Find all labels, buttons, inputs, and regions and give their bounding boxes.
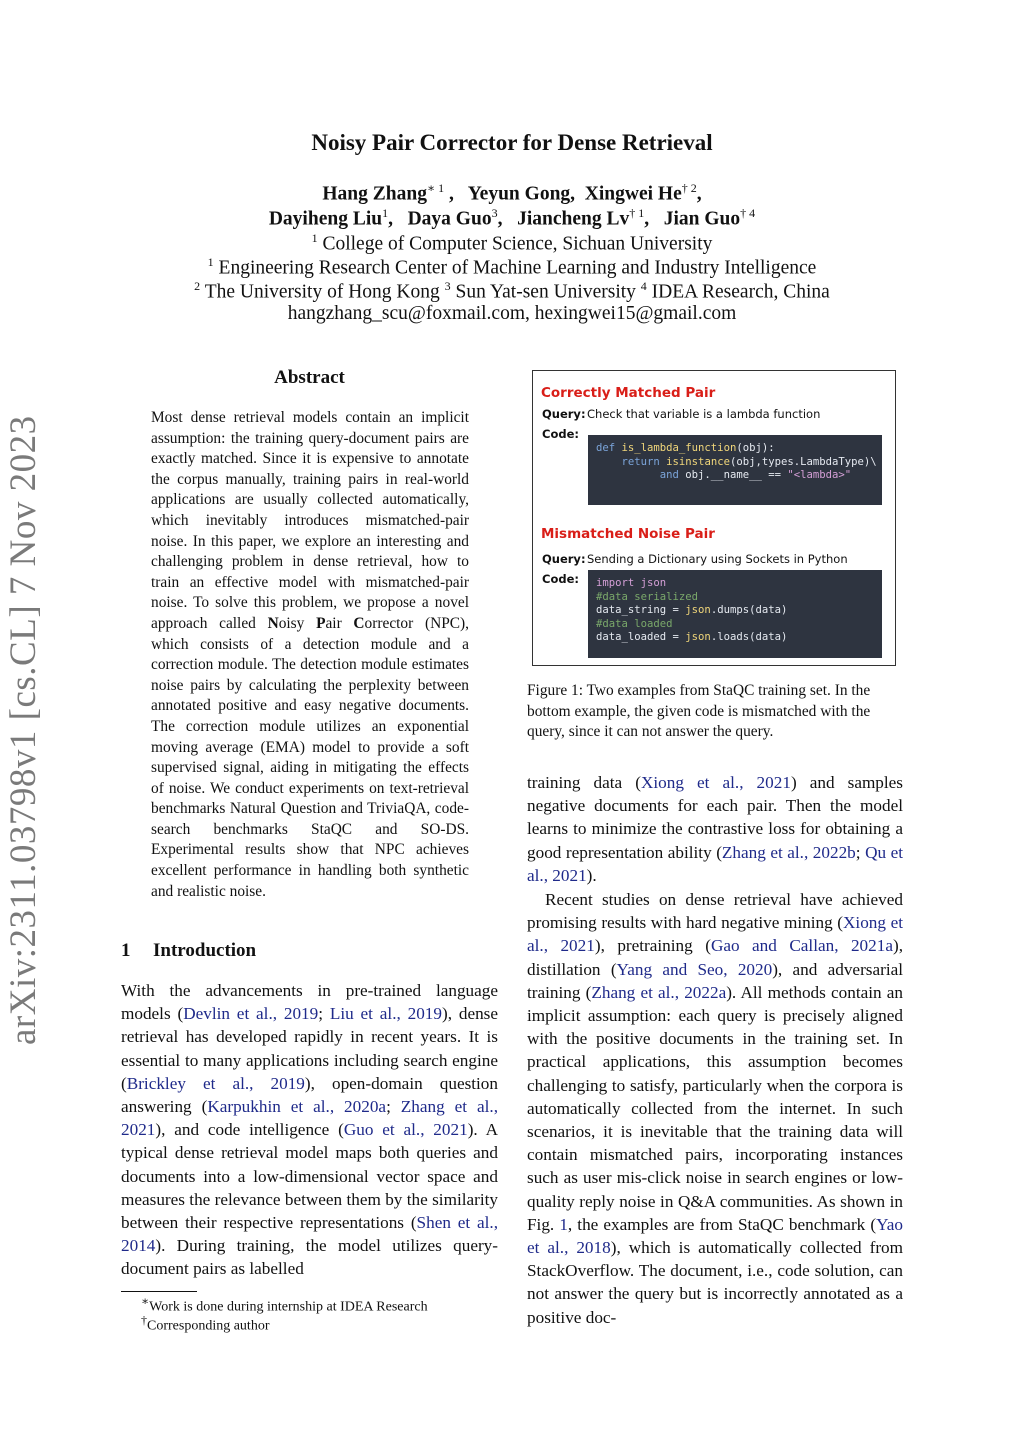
footnote-text: Work is done during internship at IDEA Research	[149, 1299, 428, 1315]
author-affiliation-mark: ∗ 1	[426, 181, 445, 195]
code-comment: #data serialized	[596, 590, 699, 603]
citation-link[interactable]: Yang and Seo, 2020	[616, 959, 773, 979]
query-label: Query:	[542, 552, 586, 566]
code-comment: #data loaded	[596, 617, 673, 630]
footnote-text: Corresponding author	[147, 1318, 270, 1334]
author-affiliation-mark: † 4	[740, 206, 756, 220]
body-text: ). A typical dense retrieval model maps both queries and documents into a low-dimensional vector space and measures the relevance between them by the similarity between their respective representations (	[121, 1120, 498, 1233]
abstract-text-part: Most dense retrieval models contain an implicit assumption: the training query-document pairs are exactly matched. Since it is expensive to annotate the corpus manually, training pairs in real-world applications are usually collected automatically, which inevitably introduces mismatched-pair noise. In this paper, we explore an interesting and challenging problem in dense retrieval, how to train an effective model with mismatched-pair noise. To solve this problem, we propose a novel approach called	[151, 409, 469, 632]
section-title: Introduction	[153, 940, 257, 961]
body-text: ), pretraining (	[594, 936, 711, 956]
citation-link[interactable]: Karpukhin et al., 2020a	[207, 1097, 387, 1117]
code-label: Code:	[542, 572, 579, 586]
code-text: (obj,types.LambdaType)\	[729, 455, 877, 468]
mismatch-query-text: Sending a Dictionary using Sockets in Python	[587, 552, 848, 566]
citation-link[interactable]: Zhang et al., 2022b	[721, 842, 856, 862]
abstract-text-part: orrector (NPC), which consists of a detection module and a correction module. The detection module estimates noise pairs by calculating the perplexity between annotated positive and easy negative documents. The correction module utilizes an exponential moving average (EMA) model to provide a soft supervised signal, aiding in mitigating the effects of noise. We conduct experiments on text-retrieval benchmarks Natural Question and TriviaQA, code-search benchmarks StaQC and SO-DS. Experimental results show that NPC achieves excellent performance in handling both synthetic and realistic noise.	[151, 614, 469, 900]
correct-query-text: Check that variable is a lambda function	[587, 407, 821, 421]
code-keyword: def	[596, 442, 622, 454]
affiliation-mark: 4	[640, 279, 647, 293]
footnote-mark: †	[141, 1313, 147, 1327]
citation-link[interactable]: Brickley et al., 2019	[126, 1073, 305, 1093]
body-text: ;	[386, 1097, 401, 1117]
figure-caption: Figure 1: Two examples from StaQC training set. In the bottom example, the given code is mismatched with the query, since it can not answer the query.	[527, 682, 871, 741]
citation-link[interactable]: Yao et al., 2018	[527, 1214, 903, 1258]
body-text: ).	[586, 865, 597, 885]
acronym-letter: C	[353, 614, 365, 632]
section-number: 1	[121, 940, 131, 961]
code-label: Code:	[542, 427, 579, 441]
citation-link[interactable]: Guo et al., 2021	[343, 1120, 468, 1140]
citation-link[interactable]: Liu et al., 2019	[329, 1004, 442, 1024]
affiliation-mark: 2	[194, 279, 201, 293]
arxiv-identifier-stamp: arXiv:2311.03798v1 [cs.CL] 7 Nov 2023	[3, 415, 44, 1045]
body-text: Recent studies on dense retrieval have achieved promising results with hard negative mining (	[527, 890, 903, 933]
body-text: With the advancements in pre-trained language models (	[121, 981, 498, 1024]
citation-link[interactable]: Qu et al., 2021	[527, 842, 903, 885]
affiliation-text: Engineering Research Center of Machine Learning and Industry Intelligence	[218, 257, 817, 279]
body-text: ), which is automatically collected from StackOverflow. The document, i.e., code solution, can not answer the query but is incorrectly annotated as a positive doc-	[527, 1238, 904, 1327]
body-text: , the examples are from StaQC benchmark (	[567, 1214, 877, 1234]
author-name: Jian Guo	[663, 208, 741, 230]
author-name: Yeyun Gong,	[467, 183, 576, 205]
code-text: .dumps(data)	[710, 604, 788, 617]
affiliation-text: The University of Hong Kong	[204, 281, 440, 303]
author-affiliation-mark: 1	[382, 206, 389, 220]
code-text: data_loaded =	[596, 631, 686, 644]
affiliation-line-1	[0, 231, 1024, 256]
affiliation-text: College of Computer Science, Sichuan University	[322, 233, 713, 255]
mismatch-pair-title: Mismatched Noise Pair	[541, 526, 715, 542]
code-keyword: import json	[596, 577, 667, 589]
paper-title: Noisy Pair Corrector for Dense Retrieval	[311, 130, 713, 155]
acronym-rest: air	[325, 614, 354, 632]
citation-link[interactable]: Devlin et al., 2019	[183, 1004, 319, 1024]
affiliation-mark: 3	[444, 279, 451, 293]
body-text: ), distillation (	[527, 936, 903, 979]
author-name: Jiancheng Lv	[517, 208, 630, 230]
query-label: Query:	[542, 407, 586, 421]
body-text: ;	[318, 1004, 330, 1024]
author-affiliation-mark: † 2	[681, 181, 697, 195]
citation-link[interactable]: Xiong et al., 2021	[640, 773, 791, 792]
acronym-rest: oisy	[278, 614, 317, 632]
body-text: ), and adversarial training (	[527, 959, 904, 1002]
mismatch-code-block	[588, 570, 882, 658]
code-string: "<lambda>"	[787, 469, 852, 482]
affiliation-line-3	[0, 279, 1024, 304]
affiliation-text: Sun Yat-sen University	[455, 281, 636, 303]
code-keyword: and	[659, 469, 686, 482]
code-keyword: return	[621, 455, 667, 468]
code-text: (obj):	[736, 442, 775, 454]
author-name: Daya Guo	[407, 208, 492, 230]
author-name: Hang Zhang	[322, 183, 427, 205]
correct-code-block	[588, 435, 882, 505]
body-text: ), dense retrieval has developed rapidly in recent years. It is essential to many applications including search engine (	[121, 1004, 498, 1093]
author-name: Dayiheng Liu	[268, 208, 383, 230]
citation-link[interactable]: Xiong et al., 2021	[527, 913, 904, 956]
author-emails: hangzhang_scu@foxmail.com, hexingwei15@gmail.com	[287, 303, 737, 324]
body-text: ), open-domain question answering (	[121, 1073, 498, 1117]
affiliation-line-2	[0, 255, 1024, 280]
code-function: json	[685, 604, 711, 617]
body-text: ;	[855, 842, 866, 862]
code-function: is_lambda_function	[621, 442, 737, 454]
code-text: data_string =	[596, 604, 686, 617]
affiliation-mark: 1	[207, 255, 214, 269]
footnote-2	[141, 1313, 269, 1335]
citation-link[interactable]: Gao and Callan, 2021a	[710, 936, 893, 956]
abstract-text	[151, 408, 469, 902]
code-function: isinstance	[666, 455, 730, 468]
author-affiliation-mark: 3	[491, 206, 498, 220]
correct-pair-title: Correctly Matched Pair	[541, 385, 716, 401]
code-function: json	[685, 631, 711, 644]
citation-link[interactable]: Zhang et al., 2021	[121, 1097, 498, 1140]
right-paragraph-2	[527, 888, 903, 1329]
intro-paragraph	[121, 979, 498, 1281]
body-text: training data (	[527, 773, 641, 792]
acronym-letter: P	[316, 614, 326, 632]
code-text: .loads(data)	[710, 631, 788, 644]
footnote-divider	[121, 1291, 197, 1292]
abstract-heading: Abstract	[274, 367, 345, 388]
affiliation-text: IDEA Research, China	[651, 281, 830, 303]
footnote-mark: ∗	[141, 1294, 150, 1308]
author-name: Xingwei He	[584, 183, 682, 205]
acronym-letter: N	[267, 614, 279, 632]
citation-link[interactable]: Shen et al., 2014	[121, 1213, 499, 1256]
body-text: ) and samples negative documents for each pair. Then the model learns to minimize the contrastive loss for obtaining a good representation ability (	[527, 773, 903, 862]
body-text: ). During training, the model utilizes query-document pairs as labelled	[121, 1236, 498, 1279]
author-affiliation-mark: † 1	[629, 206, 645, 220]
body-text: ). All methods contain an implicit assumption: each query is precisely aligned with the positive documents in the training set. In practical applications, this assumption becomes challenging to satisfy, particularly when the corpora is automatically collected from the internet. In such scenarios, it is inevitable that the training data will contain mismatched pairs, incorporating instances such as user mis-click noise in search engines or low-quality reply noise in Q&A communities. As shown in Fig.	[527, 982, 903, 1234]
author-line-1: Hang Zhang$^{∗ 1}$ , Yeyun Gong, Xingwei He$^{\dagger 2}$,	[322, 181, 702, 205]
right-paragraph-1	[527, 771, 903, 887]
author-line-2: Dayiheng Liu$^1$, Daya Guo$^3$, Jiancheng Lv$^{\dagger 1}$, Jian Guo$^{\dagger 4}$	[268, 206, 756, 230]
section-heading-introduction	[121, 940, 256, 962]
figure-1	[532, 370, 896, 666]
body-text: ), and code intelligence (	[155, 1120, 344, 1140]
figure-reference-link[interactable]: 1	[559, 1214, 568, 1234]
code-text: obj.__name__ ==	[685, 469, 788, 482]
affiliation-mark: 1	[311, 231, 318, 245]
citation-link[interactable]: Zhang et al., 2022a	[591, 982, 727, 1002]
